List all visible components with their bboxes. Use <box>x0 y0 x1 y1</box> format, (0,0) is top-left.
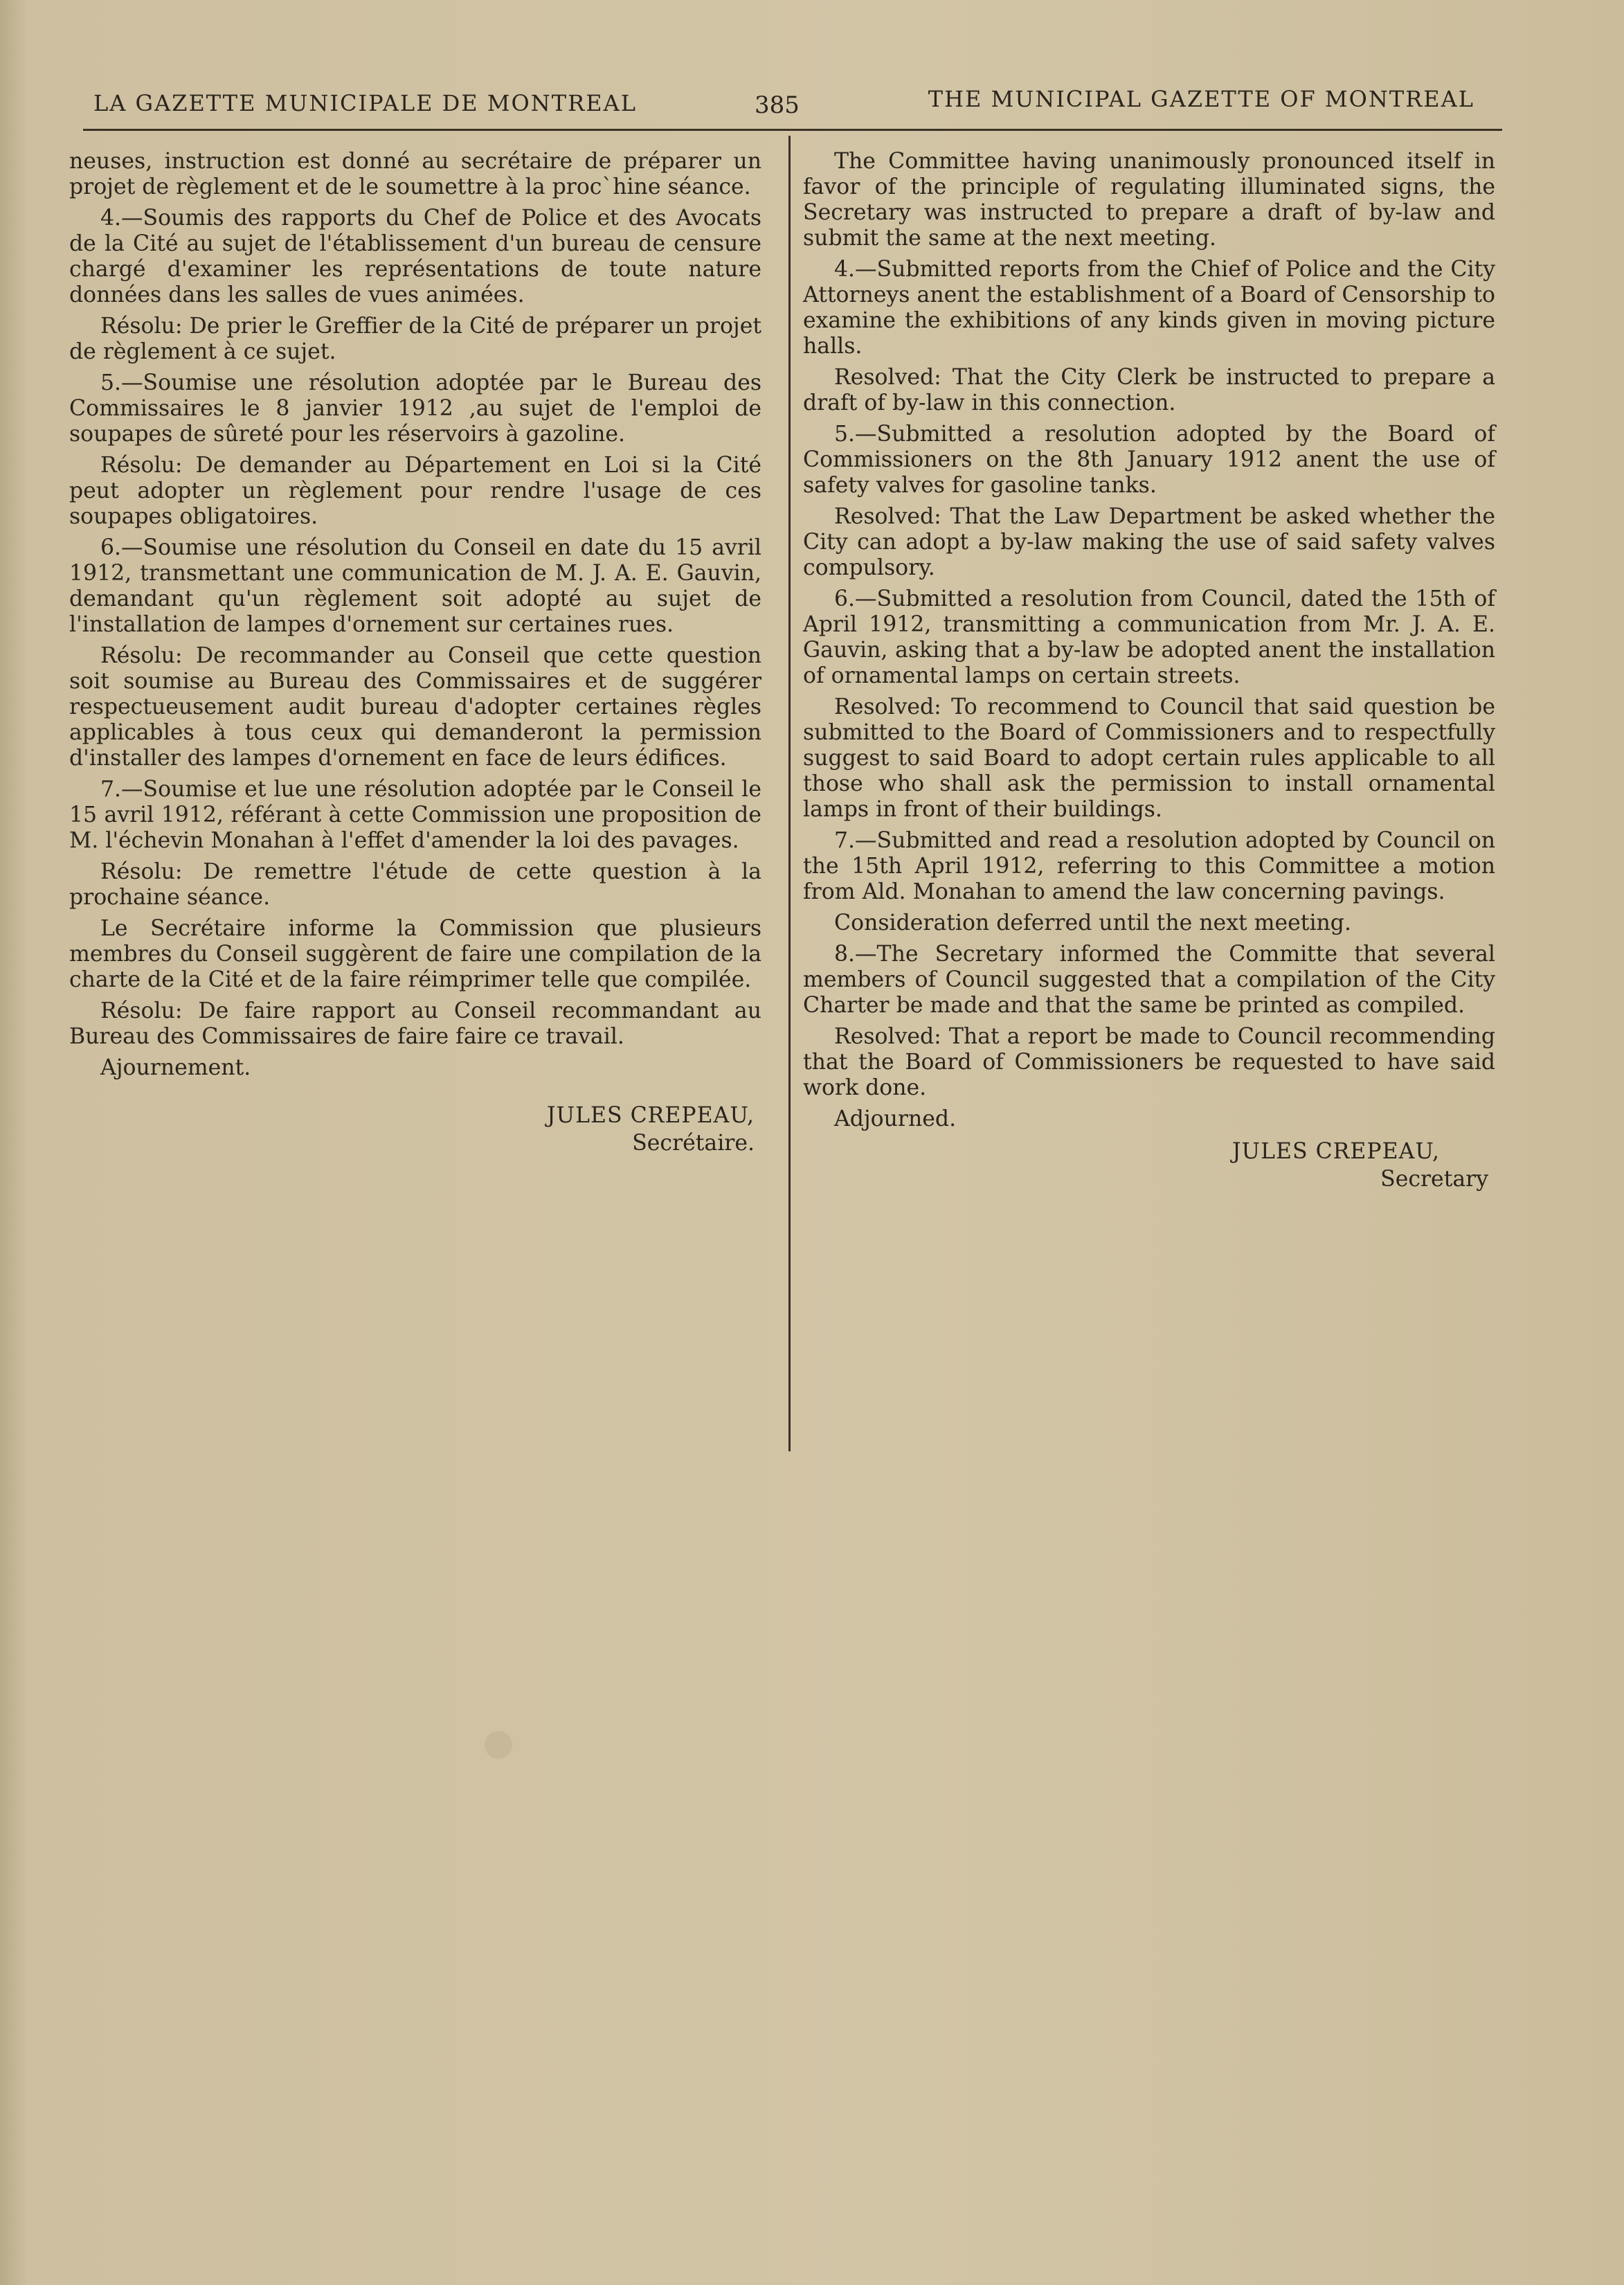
page-header <box>90 82 1474 123</box>
en-paragraph: 4.—Submitted reports from the Chief of Police and the City Attorneys anent the establishment of a Board of Censorship to examine the exhibitions of any kinds given in moving picture halls. <box>803 257 1495 359</box>
en-paragraph: 6.—Submitted a resolution from Council, dated the 15th of April 1912, transmitting a communication from Mr. J. A. E. Gauvin, asking that a by-law be adopted anent the installation of ornamental lamps on certain streets. <box>803 586 1495 688</box>
en-paragraph: 7.—Submitted and read a resolution adopted by Council on the 15th April 1912, referring to this Committee a motion from Ald. Monahan to amend the law concerning pavings. <box>803 828 1495 904</box>
column-divider <box>788 136 791 1451</box>
fr-paragraph: Le Secrétaire informe la Commission que plusieurs membres du Conseil suggèrent de faire une compilation de la charte de la Cité et de la faire réimprimer telle que compilée. <box>69 916 761 992</box>
fr-paragraph: neuses, instruction est donné au secrétaire de préparer un projet de règlement et de le soumettre à la proc`hine séance. <box>69 149 761 199</box>
fr-paragraph: 5.—Soumise une résolution adoptée par le Bureau des Commissaires le 8 janvier 1912 ,au sujet de l'emploi de soupapes de sûreté pour les réservoirs à gazoline. <box>69 370 761 447</box>
en-paragraph: The Committee having unanimously pronounced itself in favor of the principle of regulating illuminated signs, the Secretary was instructed to prepare a draft of by-law and submit the same at the next meeting. <box>803 149 1495 251</box>
header-english-title: THE MUNICIPAL GAZETTE OF MONTREAL <box>928 86 1474 112</box>
header-french-title: LA GAZETTE MUNICIPALE DE MONTREAL <box>93 90 637 116</box>
fr-paragraph: Résolu: De remettre l'étude de cette question à la prochaine séance. <box>69 859 761 910</box>
fr-signature <box>69 1102 761 1157</box>
en-paragraph: Consideration deferred until the next meeting. <box>834 911 1351 935</box>
en-paragraph: Resolved: That the City Clerk be instructed to prepare a draft of by-law in this connection. <box>803 365 1495 415</box>
en-signature-title: Secretary <box>1380 1167 1488 1192</box>
fr-adjourned: Ajournement. <box>100 1055 251 1080</box>
en-adjourned: Adjourned. <box>834 1106 957 1131</box>
paper-smudge <box>485 1731 512 1759</box>
en-paragraph: 5.—Submitted a resolution adopted by the Board of Commissioners on the 8th January 1912 anent the use of safety valves for gasoline tanks. <box>803 422 1495 498</box>
en-paragraph: Resolved: To recommend to Council that said question be submitted to the Board of Commissioners and to respectfully suggest to said Board to adopt certain rules applicable to all those who shall ask the permission to install ornamental lamps in front of their buildings. <box>803 695 1495 822</box>
fr-signature-title: Secrétaire. <box>632 1131 755 1156</box>
fr-paragraph: Résolu: De recommander au Conseil que cette question soit soumise au Bureau des Commissaires et de suggérer respectueusement audit bureau d'adopter certaines règles applicables à tous ceux qui demanderont la permission d'installer des lampes d'ornement en face de leurs édifices. <box>69 643 761 771</box>
en-paragraph: Resolved: That a report be made to Council recommending that the Board of Commissioners be requested to have said work done. <box>803 1024 1495 1100</box>
fr-paragraph: Résolu: De demander au Département en Loi si la Cité peut adopter un règlement pour rendre l'usage de ces soupapes obligatoires. <box>69 453 761 529</box>
en-signature <box>803 1138 1495 1193</box>
french-column <box>69 149 761 1157</box>
fr-signature-name: JULES CREPEAU, <box>546 1103 755 1128</box>
fr-paragraph: 7.—Soumise et lue une résolution adoptée par le Conseil le 15 avril 1912, référant à cette Commission une proposition de M. l'échevin Monahan à l'effet d'amender la loi des pavages. <box>69 777 761 853</box>
english-column <box>803 149 1495 1193</box>
header-rule <box>83 129 1502 131</box>
fr-paragraph: Résolu: De prier le Greffier de la Cité de préparer un projet de règlement à ce sujet. <box>69 314 761 364</box>
fr-paragraph: Résolu: De faire rapport au Conseil recommandant au Bureau des Commissaires de faire faire ce travail. <box>69 998 761 1049</box>
fr-paragraph: 4.—Soumis des rapports du Chef de Police et des Avocats de la Cité au sujet de l'établissement d'un bureau de censure chargé d'examiner les représentations de toute nature données dans les salles de vues animées. <box>69 206 761 307</box>
en-paragraph: Resolved: That the Law Department be asked whether the City can adopt a by-law making the use of said safety valves compulsory. <box>803 504 1495 580</box>
fr-paragraph: 6.—Soumise une résolution du Conseil en date du 15 avril 1912, transmettant une communication de M. J. A. E. Gauvin, demandant qu'un règlement soit adopté au sujet de l'installation de lampes d'ornement sur certaines rues. <box>69 535 761 637</box>
en-signature-name: JULES CREPEAU, <box>1231 1139 1440 1164</box>
en-paragraph: 8.—The Secretary informed the Committe that several members of Council suggested that a compilation of the City Charter be made and that the same be printed as compiled. <box>803 942 1495 1018</box>
page-number: 385 <box>755 91 800 119</box>
